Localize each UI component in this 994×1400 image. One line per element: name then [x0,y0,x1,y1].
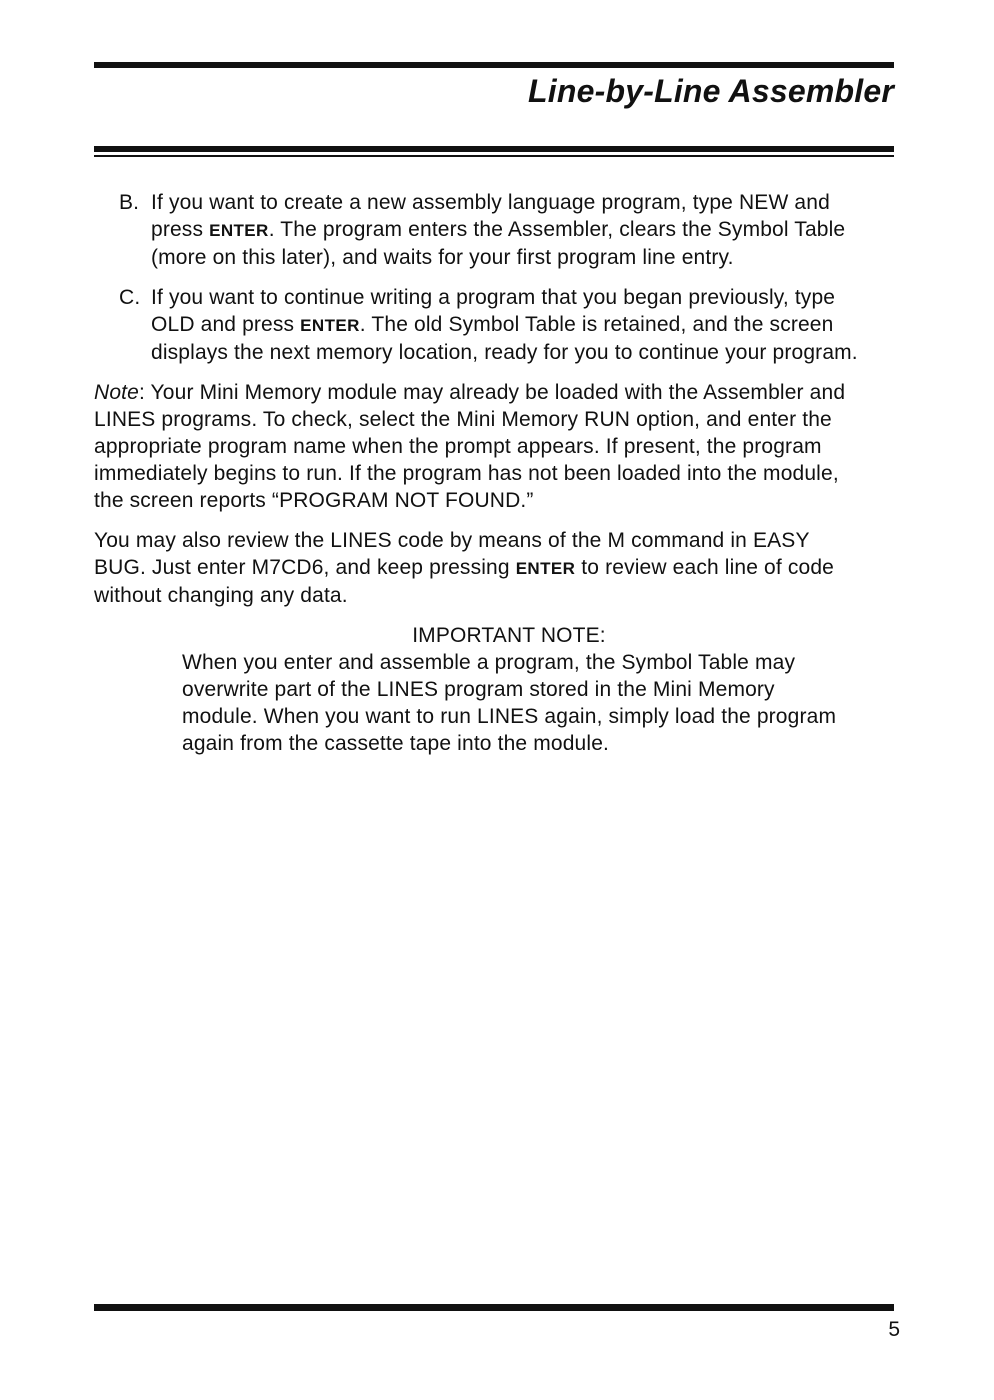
page-content [94,189,864,757]
review-text-part: to review each line of code without changing any data. [94,556,834,607]
item-text-part: . The old Symbol Table is retained, and the screen displays the next memory location, ready for you to continue your program. [151,313,858,364]
item-marker: C. [119,286,141,309]
item-text [151,284,864,366]
header-rule-thick [94,146,894,152]
enter-key-label: ENTER [515,559,576,578]
item-text-part: . The program enters the Assembler, clears the Symbol Table (more on this later), and waits for your first program line entry. [151,218,846,269]
list-item-c [119,284,864,366]
note-text: : Your Mini Memory module may already be loaded with the Assembler and LINES programs. To check, select the Mini Memory RUN option, and enter the appropriate program name when the prompt appears. If present, the program immediately begins to run. If the program has not been loaded into the module, the screen reports “PROGRAM NOT FOUND.” [94,381,846,512]
item-marker: B. [119,191,140,214]
header-rule-thin [94,155,894,157]
list-item-b [119,189,864,271]
header-rule-top [94,62,894,68]
important-note-heading: IMPORTANT NOTE: [412,624,606,647]
item-text [151,189,864,271]
important-note-text: When you enter and assemble a program, the Symbol Table may overwrite part of the LINES program stored in the Mini Memory module. When you want to run LINES again, simply load the program again from the cassette tape into the module. [182,651,837,755]
note-paragraph [94,379,864,514]
review-paragraph [94,527,864,609]
enter-key-label: ENTER [209,221,269,240]
item-text-part: If you want to continue writing a program that you began previously, type OLD and press [151,286,836,336]
footer-rule [94,1304,894,1311]
note-label: Note [94,381,139,404]
page-title: Line-by-Line Assembler [528,73,894,109]
item-text-part: If you want to create a new assembly language program, type NEW and press [151,191,830,241]
review-text-part: You may also review the LINES code by means of the M command in EASY BUG. Just enter M7CD6, and keep pressing [94,529,810,579]
enter-key-label: ENTER [300,316,360,335]
page-number: 5 [888,1318,900,1341]
